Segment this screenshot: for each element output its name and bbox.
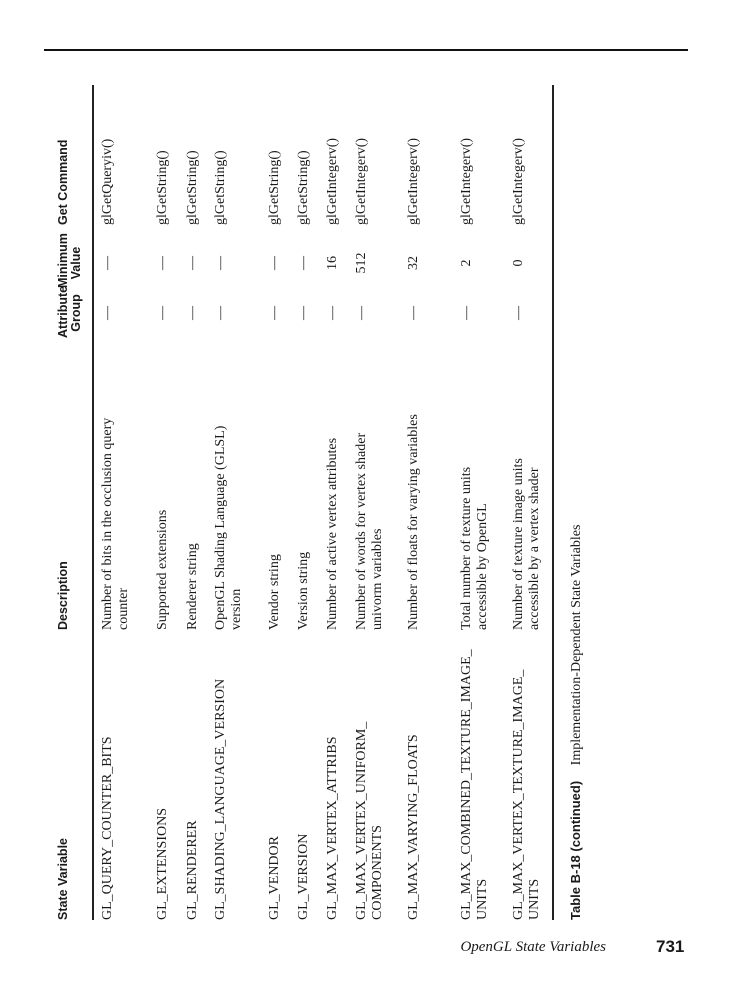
table-caption-text: Implementation-Dependent State Variables bbox=[569, 524, 584, 766]
running-footer-title: OpenGL State Variables bbox=[460, 939, 606, 955]
description-cont: version bbox=[229, 588, 244, 630]
get-command: glGetString() bbox=[267, 150, 282, 225]
get-command: glGetString() bbox=[155, 150, 170, 225]
minimum-value: 2 bbox=[459, 259, 474, 267]
state-variable: GL_RENDERER bbox=[185, 820, 200, 920]
state-variable: GL_MAX_VERTEX_ATTRIBS bbox=[325, 736, 340, 920]
description: Version string bbox=[296, 551, 311, 630]
minimum-value: 0 bbox=[511, 259, 526, 267]
header-rule bbox=[92, 85, 94, 920]
minimum-value: — bbox=[267, 256, 282, 270]
attribute-group: — bbox=[100, 306, 115, 320]
state-variable-cont: COMPONENTS bbox=[370, 825, 385, 920]
attribute-group: — bbox=[459, 306, 474, 320]
minimum-value: — bbox=[296, 256, 311, 270]
minimum-value: — bbox=[100, 256, 115, 270]
state-variable: GL_MAX_VERTEX_TEXTURE_IMAGE_ bbox=[511, 669, 526, 920]
description: Supported extensions bbox=[155, 509, 170, 630]
description: Total number of texture units bbox=[459, 466, 474, 630]
description-cont: univorm variables bbox=[370, 528, 385, 630]
description-cont: accessible by a vertex shader bbox=[527, 467, 542, 630]
state-variable: GL_VENDOR bbox=[267, 836, 282, 920]
minimum-value: — bbox=[155, 256, 170, 270]
attribute-group: — bbox=[185, 306, 200, 320]
description: Vendor string bbox=[267, 554, 282, 630]
state-variable-cont: UNITS bbox=[527, 878, 542, 920]
header-attribute-line1: Attribute bbox=[56, 285, 70, 338]
minimum-value: — bbox=[185, 256, 200, 270]
state-variable: GL_VERSION bbox=[296, 833, 311, 920]
header-minimum-value bbox=[56, 233, 83, 288]
table-bottom-rule bbox=[552, 85, 554, 920]
description: OpenGL Shading Language (GLSL) bbox=[213, 425, 228, 630]
description: Number of bits in the occlusion query bbox=[100, 417, 115, 630]
attribute-group: — bbox=[511, 306, 526, 320]
minimum-value: 32 bbox=[406, 256, 421, 270]
attribute-group: — bbox=[155, 306, 170, 320]
attribute-group: — bbox=[406, 306, 421, 320]
get-command: glGetIntegerv() bbox=[511, 137, 526, 225]
header-state-variable: State Variable bbox=[56, 838, 70, 920]
attribute-group: — bbox=[267, 306, 282, 320]
attribute-group: — bbox=[354, 306, 369, 320]
get-command: glGetIntegerv() bbox=[354, 137, 369, 225]
header-description: Description bbox=[56, 561, 70, 630]
state-variable: GL_MAX_VARYING_FLOATS bbox=[406, 734, 421, 920]
page-number: 731 bbox=[656, 937, 685, 956]
header-minimum-line2: Value bbox=[69, 246, 83, 280]
get-command: glGetIntegerv() bbox=[406, 137, 421, 225]
header-attribute-group bbox=[56, 285, 83, 338]
state-variable: GL_MAX_VERTEX_UNIFORM_ bbox=[354, 721, 369, 920]
get-command: glGetString() bbox=[296, 150, 311, 225]
description: Number of active vertex attributes bbox=[325, 437, 340, 630]
state-variable-cont: UNITS bbox=[475, 878, 490, 920]
minimum-value: 512 bbox=[354, 252, 369, 274]
get-command: glGetString() bbox=[213, 150, 228, 225]
get-command: glGetIntegerv() bbox=[459, 137, 474, 225]
header-attribute-line2: Group bbox=[69, 294, 83, 332]
description-cont: accessible by OpenGL bbox=[475, 503, 490, 630]
attribute-group: — bbox=[325, 306, 340, 320]
state-variable: GL_SHADING_LANGUAGE_VERSION bbox=[213, 678, 228, 920]
header-get-command: Get Command bbox=[56, 139, 70, 225]
get-command: glGetQueryiv() bbox=[100, 138, 115, 225]
table-caption-label: Table B-18 (continued) bbox=[568, 780, 583, 920]
top-rule bbox=[44, 49, 688, 51]
description-cont: counter bbox=[116, 588, 131, 630]
state-variable: GL_MAX_COMBINED_TEXTURE_IMAGE_ bbox=[459, 649, 474, 920]
minimum-value: — bbox=[213, 256, 228, 270]
state-variable: GL_EXTENSIONS bbox=[155, 808, 170, 920]
get-command: glGetString() bbox=[185, 150, 200, 225]
attribute-group: — bbox=[213, 306, 228, 320]
minimum-value: 16 bbox=[325, 256, 340, 270]
rotated-table bbox=[47, 85, 587, 920]
header-minimum-line1: Minimum bbox=[56, 233, 70, 288]
get-command: glGetIntegerv() bbox=[325, 137, 340, 225]
description: Renderer string bbox=[185, 543, 200, 630]
description: Number of texture image units bbox=[511, 458, 526, 630]
state-variable: GL_QUERY_COUNTER_BITS bbox=[100, 736, 115, 920]
description: Number of floats for varying variables bbox=[406, 414, 421, 630]
description: Number of words for vertex shader bbox=[354, 432, 369, 630]
attribute-group: — bbox=[296, 306, 311, 320]
table-caption bbox=[568, 525, 585, 920]
